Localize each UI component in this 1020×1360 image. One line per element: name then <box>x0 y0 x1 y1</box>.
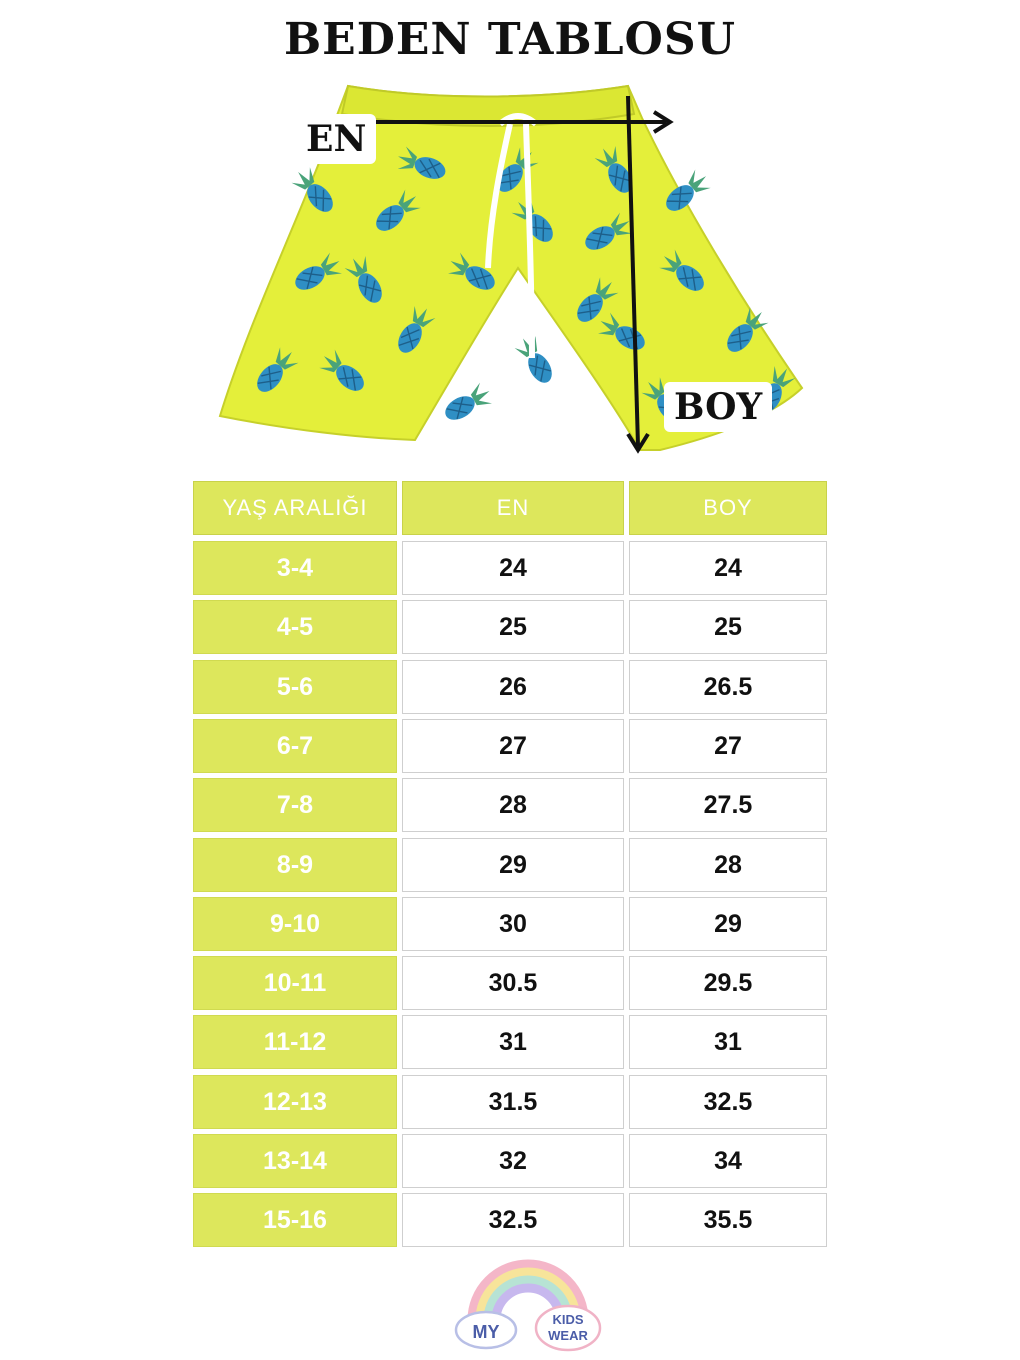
width-label: EN <box>296 114 376 164</box>
page-title: BEDEN TABLOSU <box>283 14 737 65</box>
en-cell: 31.5 <box>402 1075 624 1129</box>
header-boy: BOY <box>629 481 827 535</box>
boy-cell: 29 <box>629 897 827 951</box>
age-cell: 8-9 <box>193 838 397 892</box>
length-label: BOY <box>664 382 772 432</box>
en-cell: 30 <box>402 897 624 951</box>
age-cell: 12-13 <box>193 1075 397 1129</box>
en-cell: 27 <box>402 719 624 773</box>
boy-cell: 29.5 <box>629 956 827 1010</box>
my-kids-wear-logo <box>452 1254 604 1354</box>
en-cell: 24 <box>402 541 624 595</box>
en-cell: 29 <box>402 838 624 892</box>
age-cell: 4-5 <box>193 600 397 654</box>
en-cell: 28 <box>402 778 624 832</box>
age-cell: 5-6 <box>193 660 397 714</box>
en-cell: 31 <box>402 1015 624 1069</box>
age-cell: 15-16 <box>193 1193 397 1247</box>
age-cell: 7-8 <box>193 778 397 832</box>
boy-cell: 27.5 <box>629 778 827 832</box>
age-cell: 3-4 <box>193 541 397 595</box>
age-cell: 9-10 <box>193 897 397 951</box>
age-cell: 6-7 <box>193 719 397 773</box>
header-age: YAŞ ARALIĞI <box>193 481 397 535</box>
boy-cell: 34 <box>629 1134 827 1188</box>
en-cell: 32 <box>402 1134 624 1188</box>
en-cell: 30.5 <box>402 956 624 1010</box>
boy-cell: 32.5 <box>629 1075 827 1129</box>
boy-cell: 28 <box>629 838 827 892</box>
boy-cell: 24 <box>629 541 827 595</box>
logo-kids-text: KIDS <box>552 1312 584 1327</box>
age-cell: 11-12 <box>193 1015 397 1069</box>
boy-cell: 31 <box>629 1015 827 1069</box>
logo-wear-text: WEAR <box>548 1328 588 1343</box>
en-cell: 25 <box>402 600 624 654</box>
boy-cell: 26.5 <box>629 660 827 714</box>
en-cell: 32.5 <box>402 1193 624 1247</box>
boy-cell: 25 <box>629 600 827 654</box>
logo-my-text: MY <box>472 1322 500 1342</box>
age-cell: 13-14 <box>193 1134 397 1188</box>
age-cell: 10-11 <box>193 956 397 1010</box>
boy-cell: 27 <box>629 719 827 773</box>
header-en: EN <box>402 481 624 535</box>
boy-cell: 35.5 <box>629 1193 827 1247</box>
en-cell: 26 <box>402 660 624 714</box>
